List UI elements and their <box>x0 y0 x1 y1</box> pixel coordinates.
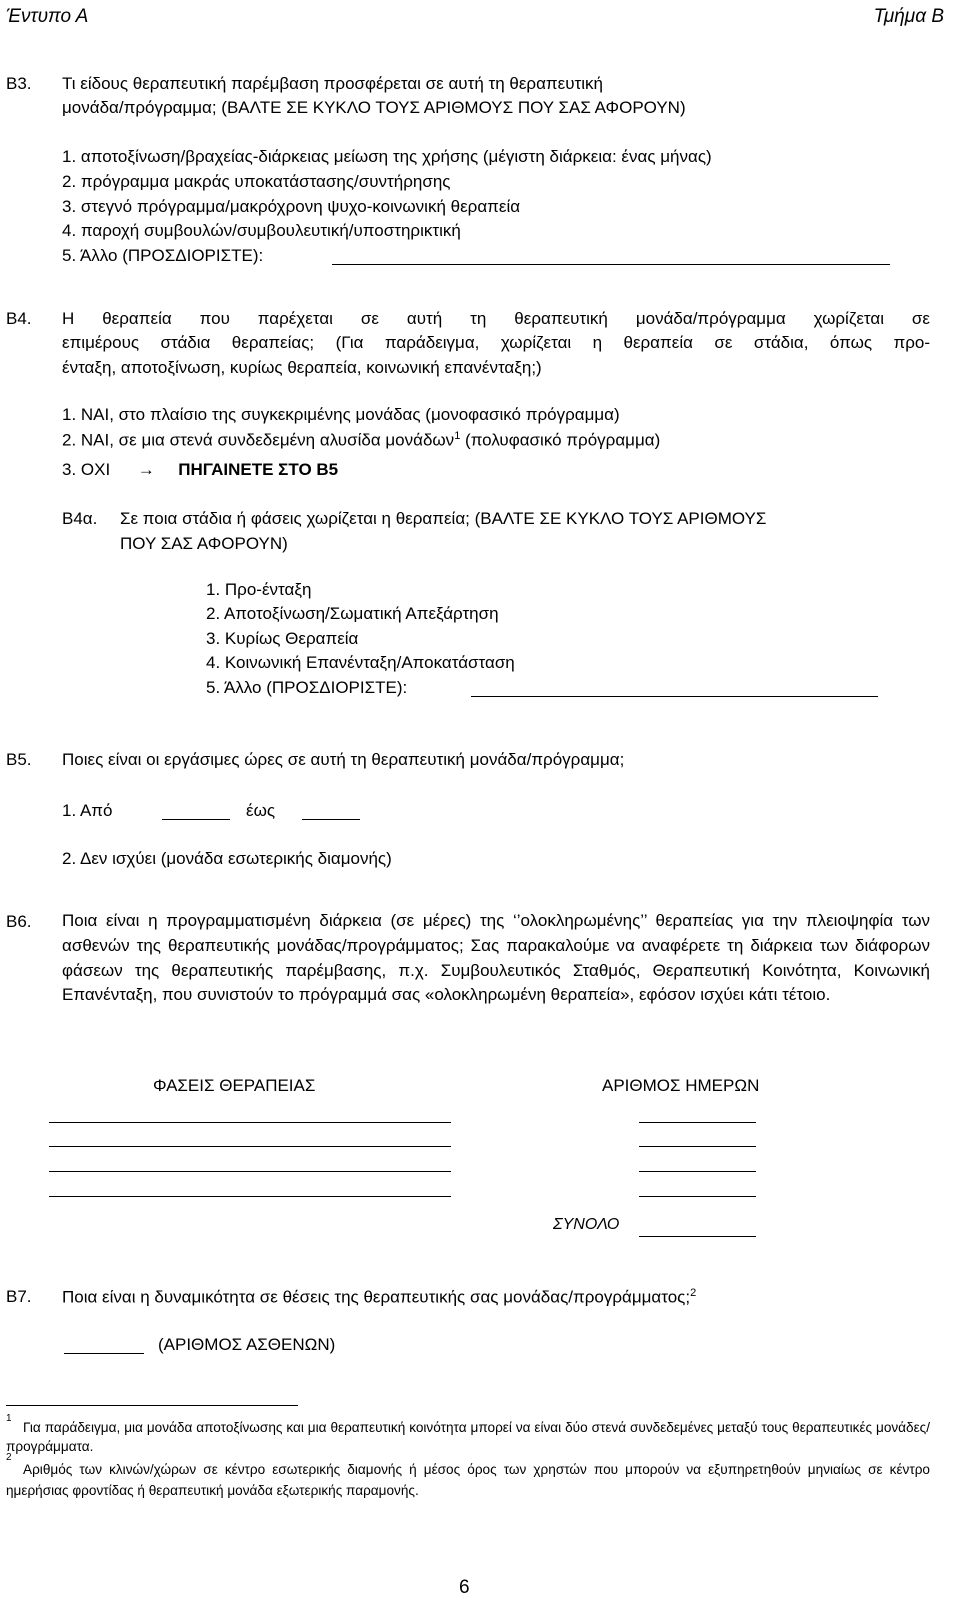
option-item[interactable]: 1. Προ-ένταξη <box>206 580 312 599</box>
patients-answer-line[interactable] <box>64 1353 144 1354</box>
phase-line[interactable] <box>49 1122 451 1123</box>
option-item[interactable]: 4. Κοινωνική Επανένταξη/Αποκατάσταση <box>206 653 515 672</box>
answer-label: (ΑΡΙΘΜΟΣ ΑΣΘΕΝΩΝ) <box>158 1335 336 1354</box>
option-item[interactable]: 2. Δεν ισχύει (μονάδα εσωτερικής διαμονής) <box>62 849 392 868</box>
hours-to-line[interactable] <box>302 819 360 820</box>
option-item[interactable]: 2. πρόγραμμα μακράς υποκατάστασης/συντήρησης <box>62 172 451 191</box>
arrow-right-icon: → <box>137 460 155 479</box>
column-header: ΑΡΙΘΜΟΣ ΗΜΕΡΩΝ <box>602 1076 760 1095</box>
phase-line[interactable] <box>49 1146 451 1147</box>
question-text <box>62 1287 696 1308</box>
question-number: B7. <box>6 1287 32 1306</box>
question-number: B3. <box>6 74 32 93</box>
footnote-ref: 1 <box>454 430 461 442</box>
option-text: 2. ΝΑΙ, σε μια στενά συνδεδεμένη αλυσίδα μονάδων <box>62 430 455 450</box>
phase-line[interactable] <box>49 1196 451 1197</box>
question-text: ένταξη, αποτοξίνωση, κυρίως θεραπεία, κοινωνική επανένταξη;) <box>62 358 542 377</box>
footnote-ref: 2 <box>690 1287 697 1299</box>
question-text: επιμέρους στάδια θεραπείας; (Για παράδειγμα, χωρίζεται η θεραπεία σε στάδια, όπως προ- <box>62 333 930 352</box>
option-item[interactable]: 5. Άλλο (ΠΡΟΣΔΙΟΡΙΣΤΕ): <box>62 246 264 265</box>
question-text: Σε ποια στάδια ή φάσεις χωρίζεται η θεραπεία; (ΒΑΛΤΕ ΣΕ ΚΥΚΛΟ ΤΟΥΣ ΑΡΙΘΜΟΥΣ <box>120 509 767 528</box>
page-number: 6 <box>459 1577 470 1598</box>
question-text: Ποιες είναι οι εργάσιμες ώρες σε αυτή τη θεραπευτική μονάδα/πρόγραμμα; <box>62 750 625 769</box>
total-days-line[interactable] <box>639 1236 756 1237</box>
question-text: Ποια είναι η προγραμματισμένη διάρκεια (σε μέρες) της ‘’ολοκληρωμένης’’ θεραπείας για την πλειοψηφία των ασθενών της θεραπευτικής μονάδας/προγράμματος; Σας παρακαλούμε να αναφέρετε τη διάρκεια των διάφορων φάσεων της θεραπευτικής παρέμβασης, π.χ. Συμβουλευτικός Σταθμός, Θεραπευτική Κοινότητα, Κοινωνική Επανένταξη, που συνιστούν το πρόγραμμά σας «ολοκληρωμένη θεραπεία», εφόσον ισχύει κάτι τέτοιο. <box>62 911 930 1005</box>
question-number: B6. <box>6 912 32 931</box>
footnote-text: Για παράδειγμα, μια μονάδα αποτοξίνωσης και μια θεραπευτική κοινότητα μπορεί να είναι δύο στενά συνδεδεμένες μεταξύ τους θεραπευτικές μονάδες/προγράμματα. <box>6 1420 930 1454</box>
question-number: Β4α. <box>62 509 98 528</box>
question-text-main: Ποια είναι η δυναμικότητα σε θέσεις της θεραπευτικής σας μονάδας/προγράμματος; <box>62 1287 691 1307</box>
option-text: (πολυφασικό πρόγραμμα) <box>460 430 661 450</box>
option-text: 3. ΟΧΙ <box>62 460 111 479</box>
column-header: ΦΑΣΕΙΣ ΘΕΡΑΠΕΙΑΣ <box>153 1076 316 1095</box>
question-number: B4. <box>6 309 32 328</box>
option-item[interactable]: 3. στεγνό πρόγραμμα/μακρόχρονη ψυχο-κοινωνική θεραπεία <box>62 197 521 216</box>
footnote-mark: 2 <box>6 1452 12 1463</box>
option-item[interactable]: 2. Αποτοξίνωση/Σωματική Απεξάρτηση <box>206 604 499 623</box>
hours-from-line[interactable] <box>162 819 230 820</box>
option-item[interactable]: 3. Κυρίως Θεραπεία <box>206 629 359 648</box>
option-item[interactable] <box>62 460 338 480</box>
footnote-separator <box>6 1405 298 1406</box>
option-label: 1. Από <box>62 801 113 820</box>
option-item[interactable]: 5. Άλλο (ΠΡΟΣΔΙΟΡΙΣΤΕ): <box>206 678 408 697</box>
days-line[interactable] <box>639 1196 756 1197</box>
days-line[interactable] <box>639 1146 756 1147</box>
skip-instruction: ΠΗΓΑΙΝΕΤΕ ΣΤΟ Β5 <box>178 460 339 479</box>
option-item[interactable]: 1. αποτοξίνωση/βραχείας-διάρκειας μείωση της χρήσης (μέγιστη διάρκεια: ένας μήνας) <box>62 147 712 166</box>
question-number: B5. <box>6 750 32 769</box>
form-label: Έντυπο Α <box>6 6 89 27</box>
option-item[interactable]: 4. παροχή συμβουλών/συμβουλευτική/υποστηρικτική <box>62 221 461 240</box>
footnote-text: Αριθμός των κλινών/χώρων σε κέντρο εσωτερικής διαμονής ή μέσος όρος των χρηστών που μπορούν να εξυπηρετηθούν μηνιαίως σε κέντρο ημερήσιας φροντίδας ή θεραπευτική μονάδα εξωτερικής παραμονής. <box>6 1462 930 1498</box>
days-line[interactable] <box>639 1122 756 1123</box>
question-text: Τι είδους θεραπευτική παρέμβαση προσφέρεται σε αυτή τη θεραπευτική <box>62 74 603 93</box>
section-label: Τμήμα Β <box>873 6 944 27</box>
specify-answer-line[interactable] <box>332 264 890 265</box>
question-text: ΠΟΥ ΣΑΣ ΑΦΟΡΟΥΝ) <box>120 534 288 553</box>
question-text: Η θεραπεία που παρέχεται σε αυτή τη θεραπευτική μονάδα/πρόγραμμα χωρίζεται σε <box>62 309 930 328</box>
total-label: ΣΥΝΟΛΟ <box>553 1216 620 1233</box>
option-label: έως <box>246 801 276 820</box>
option-item[interactable]: 1. ΝΑΙ, στο πλαίσιο της συγκεκριμένης μονάδας (μονοφασικό πρόγραμμα) <box>62 405 620 424</box>
specify-answer-line[interactable] <box>471 696 878 697</box>
days-line[interactable] <box>639 1171 756 1172</box>
question-text: μονάδα/πρόγραμμα; (ΒΑΛΤΕ ΣΕ ΚΥΚΛΟ ΤΟΥΣ ΑΡΙΘΜΟΥΣ ΠΟΥ ΣΑΣ ΑΦΟΡΟΥΝ) <box>62 98 686 117</box>
footnote-mark: 1 <box>6 1413 12 1424</box>
phase-line[interactable] <box>49 1171 451 1172</box>
option-item[interactable] <box>62 430 660 451</box>
